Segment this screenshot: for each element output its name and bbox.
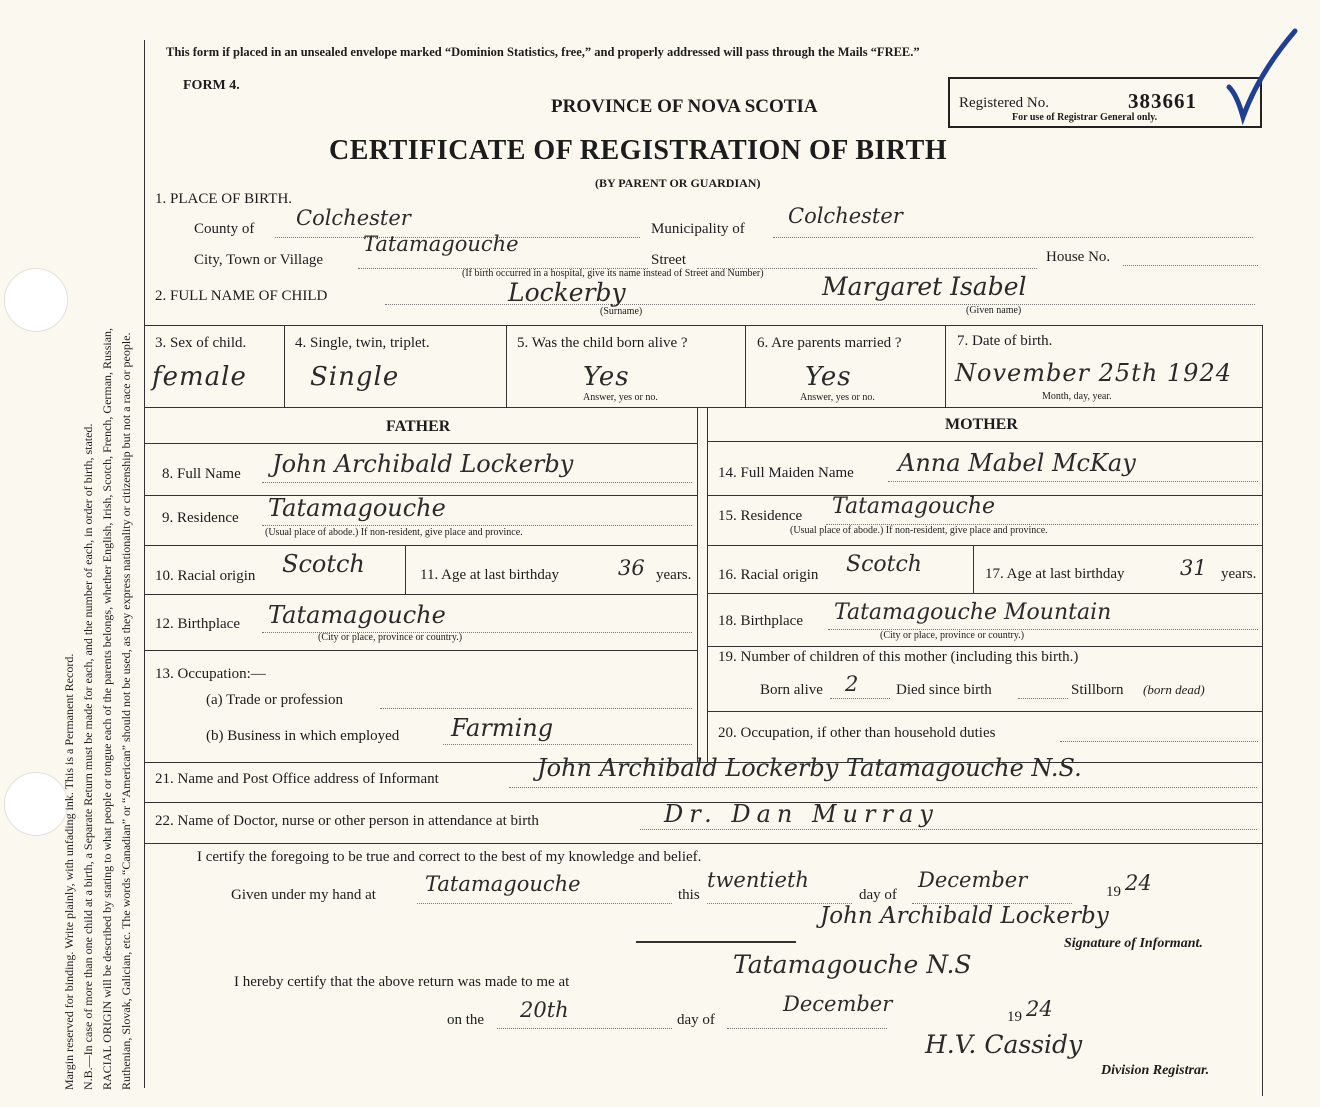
married-label: 6. Are parents married ? bbox=[757, 335, 902, 351]
married-answer-note: Answer, yes or no. bbox=[800, 392, 875, 403]
mother-name-line bbox=[888, 481, 1258, 482]
registrar-month-line bbox=[727, 1028, 887, 1029]
father-row-rule-4 bbox=[145, 650, 697, 651]
doctor-label: 22. Name of Doctor, nurse or other person in attendance at birth bbox=[155, 813, 539, 829]
given-place-value: Tatamagouche bbox=[425, 872, 581, 896]
born-alive-answer: Yes bbox=[583, 362, 630, 392]
municipality-line bbox=[773, 237, 1253, 238]
father-row-rule-2 bbox=[145, 545, 697, 546]
city-label: City, Town or Village bbox=[194, 252, 324, 268]
certify-statement: I certify the foregoing to be true and correct to the best of my knowledge and belief. bbox=[197, 849, 702, 865]
mother-age-label: 17. Age at last birthday bbox=[985, 566, 1125, 582]
father-name-label: 8. Full Name bbox=[162, 466, 241, 482]
division-registrar-label: Division Registrar. bbox=[1101, 1063, 1210, 1078]
doctor-line bbox=[640, 829, 1257, 830]
mother-age-divider bbox=[973, 546, 974, 593]
registrar-day-of-label: day of bbox=[677, 1012, 715, 1028]
county-label: County of bbox=[194, 221, 255, 237]
col-divider-1 bbox=[284, 326, 285, 407]
mother-row-rule-4 bbox=[708, 646, 1262, 647]
parents-divider-right bbox=[707, 408, 708, 763]
mother-row-rule-5 bbox=[708, 711, 1262, 712]
house-no-label: House No. bbox=[1046, 249, 1111, 265]
municipality-value: Colchester bbox=[788, 204, 903, 228]
row-top-rule bbox=[145, 325, 1263, 326]
doctor-value: Dr. Dan Murray bbox=[664, 800, 939, 828]
sex-label: 3. Sex of child. bbox=[155, 335, 247, 351]
father-birthplace-note: (City or place, province or country.) bbox=[318, 632, 463, 643]
given-day-of-label: day of bbox=[859, 887, 897, 903]
given-under-label: Given under my hand at bbox=[231, 887, 376, 903]
mother-residence-value: Tatamagouche bbox=[832, 494, 996, 519]
born-alive-answer-note: Answer, yes or no. bbox=[583, 392, 658, 403]
margin-note-2: N.B.—In case of more than one child at a birth, a Separate Return must be made for each, and the number of each, in order of birth, stated. bbox=[81, 423, 95, 1090]
form-left-border bbox=[144, 40, 145, 1088]
father-residence-label: 9. Residence bbox=[162, 510, 239, 526]
binding-hole-bottom bbox=[4, 772, 68, 836]
informant-signature: John Archibald Lockerby bbox=[820, 903, 1109, 929]
mother-row-rule-2 bbox=[708, 545, 1262, 546]
col-divider-2 bbox=[506, 326, 507, 407]
margin-note-4: Ruthenian, Slovak, Galician, etc. The words “Canadian” or “American” should not be used, as they express nationality or citizenship but not a race or people. bbox=[119, 332, 133, 1090]
registrar-place-value: Tatamagouche N.S bbox=[733, 950, 972, 979]
given-place-line bbox=[417, 903, 672, 904]
father-heading: FATHER bbox=[386, 418, 451, 435]
father-residence-line bbox=[262, 525, 692, 526]
col-divider-3 bbox=[745, 326, 746, 407]
father-residence-value: Tatamagouche bbox=[268, 494, 446, 522]
city-value: Tatamagouche bbox=[363, 232, 519, 256]
doctor-bottom-rule bbox=[145, 843, 1263, 844]
registered-number-box bbox=[948, 77, 1262, 128]
dob-note: Month, day, year. bbox=[1042, 391, 1112, 402]
father-residence-note: (Usual place of abode.) If non-resident, give place and province. bbox=[265, 527, 523, 538]
plurality-value: Single bbox=[310, 362, 400, 392]
place-of-birth-label: 1. PLACE OF BIRTH. bbox=[155, 191, 293, 207]
father-name-line bbox=[262, 482, 692, 483]
surname-note: (Surname) bbox=[600, 306, 643, 317]
business-value: Farming bbox=[451, 714, 554, 742]
father-age-years: years. bbox=[656, 567, 692, 583]
given-day-value: twentieth bbox=[707, 868, 809, 892]
given-name-note: (Given name) bbox=[966, 305, 1022, 316]
registrar-general-note: For use of Registrar General only. bbox=[1012, 112, 1158, 123]
mother-name-value: Anna Mabel McKay bbox=[898, 449, 1136, 477]
father-age-value: 36 bbox=[618, 556, 645, 580]
father-age-divider bbox=[405, 546, 406, 594]
registrar-certify-label: I hereby certify that the above return was made to me at bbox=[234, 974, 570, 990]
trade-line bbox=[380, 708, 692, 709]
father-birthplace-label: 12. Birthplace bbox=[155, 616, 240, 632]
on-the-label: on the bbox=[447, 1012, 485, 1028]
full-name-label: 2. FULL NAME OF CHILD bbox=[155, 288, 328, 304]
born-alive-count-line bbox=[830, 698, 890, 699]
sex-value: female bbox=[152, 362, 247, 392]
plurality-label: 4. Single, twin, triplet. bbox=[295, 335, 430, 351]
mail-notice: This form if placed in an unsealed envelope marked “Dominion Statistics, free,” and properly addressed will pass through the Mails “FREE.” bbox=[166, 45, 920, 59]
mother-residence-note: (Usual place of abode.) If non-resident, give place and province. bbox=[790, 525, 1048, 536]
given-month-value: December bbox=[918, 868, 1028, 892]
given-year-prefix: 19 bbox=[1106, 884, 1121, 900]
col-divider-4 bbox=[945, 326, 946, 407]
married-answer: Yes bbox=[805, 362, 852, 392]
born-alive-count-value: 2 bbox=[845, 672, 859, 696]
business-label: (b) Business in which employed bbox=[206, 728, 400, 744]
mother-age-years: years. bbox=[1221, 566, 1257, 582]
given-year-suffix: 24 bbox=[1125, 871, 1152, 895]
informant-value: John Archibald Lockerby Tatamagouche N.S. bbox=[537, 754, 1082, 782]
occupation-label: 13. Occupation:— bbox=[155, 666, 266, 682]
father-name-value: John Archibald Lockerby bbox=[272, 450, 574, 478]
died-since-birth-line bbox=[1018, 698, 1068, 699]
certificate-subtitle: (BY PARENT OR GUARDIAN) bbox=[595, 176, 761, 190]
mother-age-value: 31 bbox=[1180, 556, 1207, 580]
province-heading: PROVINCE OF NOVA SCOTIA bbox=[551, 96, 818, 117]
mother-occupation-label: 20. Occupation, if other than household duties bbox=[718, 725, 996, 741]
father-birthplace-value: Tatamagouche bbox=[268, 601, 446, 629]
father-racial-label: 10. Racial origin bbox=[155, 568, 256, 584]
father-heading-rule bbox=[145, 443, 697, 444]
registrar-year-suffix: 24 bbox=[1026, 997, 1053, 1021]
registered-no-value: 383661 bbox=[1128, 89, 1197, 113]
stillborn-label: Stillborn bbox=[1071, 682, 1124, 698]
informant-label: 21. Name and Post Office address of Informant bbox=[155, 771, 439, 787]
mother-racial-value: Scotch bbox=[846, 552, 922, 577]
mother-heading-rule bbox=[708, 441, 1262, 442]
mother-row-rule-3 bbox=[708, 593, 1262, 594]
registrar-day-line bbox=[497, 1028, 672, 1029]
registrar-stroke bbox=[636, 941, 796, 943]
died-since-birth-label: Died since birth bbox=[896, 682, 992, 698]
municipality-label: Municipality of bbox=[651, 221, 745, 237]
born-alive-count-label: Born alive bbox=[760, 682, 823, 698]
father-row-rule-3 bbox=[145, 594, 697, 595]
mother-birthplace-value: Tatamagouche Mountain bbox=[834, 600, 1112, 625]
hospital-note: (If birth occurred in a hospital, give its name instead of Street and Number) bbox=[462, 268, 764, 279]
informant-line bbox=[509, 787, 1257, 788]
county-value: Colchester bbox=[296, 206, 411, 230]
margin-note-3: RACIAL ORIGIN will be described by stating to what people or tongue each of the parents belongs, whether English, Irish, Scotch, French, German, Russian, bbox=[100, 327, 114, 1090]
mother-birthplace-label: 18. Birthplace bbox=[718, 613, 803, 629]
trade-label: (a) Trade or profession bbox=[206, 692, 344, 708]
children-count-label: 19. Number of children of this mother (including this birth.) bbox=[718, 649, 1079, 665]
mother-name-label: 14. Full Maiden Name bbox=[718, 465, 854, 481]
dob-value: November 25th 1924 bbox=[955, 359, 1232, 387]
registrar-signature: H.V. Cassidy bbox=[925, 1030, 1083, 1059]
form-number: FORM 4. bbox=[183, 78, 240, 93]
registrar-month-value: December bbox=[783, 992, 893, 1016]
mother-racial-label: 16. Racial origin bbox=[718, 567, 819, 583]
street-label: Street bbox=[651, 252, 686, 268]
parents-divider-left bbox=[697, 408, 698, 763]
certificate-title: CERTIFICATE OF REGISTRATION OF BIRTH bbox=[329, 135, 948, 166]
business-line bbox=[443, 744, 692, 745]
child-surname: Lockerby bbox=[508, 278, 626, 307]
binding-hole-top bbox=[4, 268, 68, 332]
registrar-year-prefix: 19 bbox=[1007, 1009, 1022, 1025]
check-mark-icon bbox=[1225, 25, 1300, 125]
dob-label: 7. Date of birth. bbox=[957, 333, 1053, 349]
child-given-name: Margaret Isabel bbox=[822, 272, 1027, 301]
mother-residence-label: 15. Residence bbox=[718, 508, 803, 524]
father-racial-value: Scotch bbox=[282, 550, 365, 578]
mother-birthplace-note: (City or place, province or country.) bbox=[880, 630, 1025, 641]
registered-no-label: Registered No. bbox=[959, 95, 1049, 111]
col-divider-right bbox=[1262, 326, 1263, 1096]
mother-occupation-line bbox=[1060, 741, 1258, 742]
this-label: this bbox=[678, 887, 700, 903]
stillborn-note: (born dead) bbox=[1143, 682, 1205, 697]
registrar-day-value: 20th bbox=[520, 998, 569, 1022]
born-alive-question-label: 5. Was the child born alive ? bbox=[517, 335, 688, 351]
signature-of-informant-label: Signature of Informant. bbox=[1064, 936, 1203, 951]
margin-note-1: Margin reserved for binding. Write plainly, with unfading ink. This is a Permanent Record. bbox=[62, 653, 76, 1090]
house-no-line bbox=[1123, 265, 1258, 266]
father-age-label: 11. Age at last birthday bbox=[420, 567, 559, 583]
parents-top-rule bbox=[145, 407, 1263, 408]
mother-heading: MOTHER bbox=[945, 416, 1018, 433]
